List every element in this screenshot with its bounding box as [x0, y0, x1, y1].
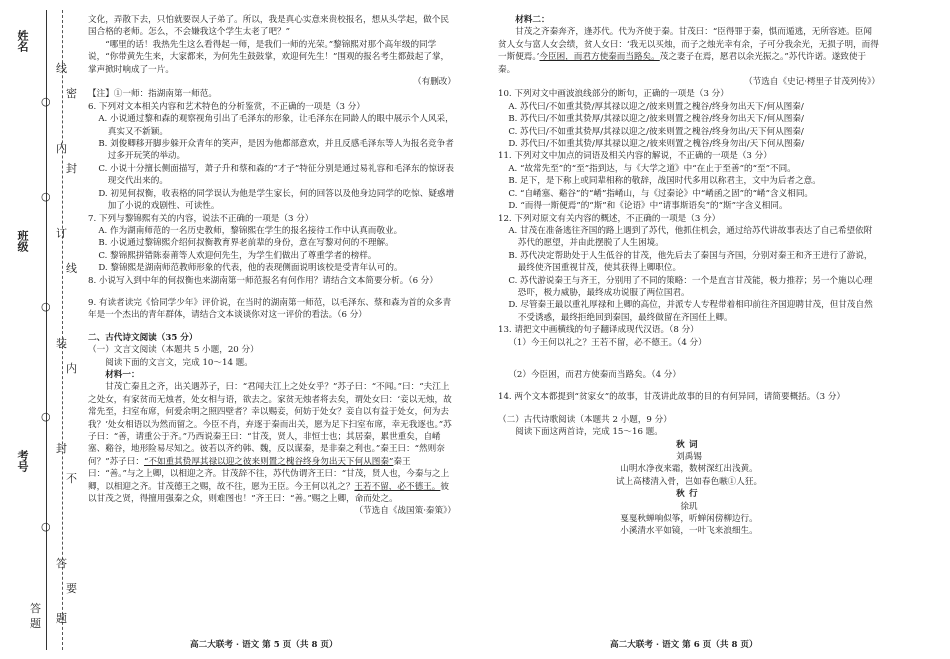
binding-mark: 题 [30, 617, 41, 630]
poem-line: 小溪清水平如镜，一叶飞来浪细生。 [620, 526, 758, 537]
option-11d: D. “而得一斯便焉”的“斯”和《论语》中“请事斯语矣”的“斯”字含义相同。 [508, 201, 788, 212]
question-6: 6. 下列对文本相关内容和艺术特色的分析鉴赏，不正确的一项是（3 分） [88, 101, 365, 112]
binding-mark: 密 [66, 87, 77, 100]
question-12: 12. 下列对原文有关内容的概述，不正确的一项是（3 分） [498, 213, 721, 224]
binding-mark: 线 [66, 262, 77, 275]
classical-text: 甘茂之齐秦奔齐，逢苏代。代为齐使于秦。甘茂曰：“臣得罪于秦，惧而遁逃，无所容迹。臣闻贫人女与富人女会绩，贫人女曰：‘我无以买烛，而子之烛光幸有余，子可分我余光，无损子明，而得一斯便焉。’今臣困，而君方使秦而当路矣。茂之妻子在焉，愿君以余光振之。”苏代许诺。遂致使于秦。 [498, 27, 879, 75]
binding-mark: 订 [56, 227, 67, 240]
binding-mark: 装 [56, 337, 67, 350]
option-7c: C. 黎锦熙拼错陈泰莆等人欢迎何先生，为学生们做出了尊重学者的榜样。 [98, 250, 377, 261]
instruction: 阅读下面的文言文，完成 10～14 题。 [105, 357, 253, 368]
binding-mark: 要 [66, 582, 77, 595]
option-6c: C. 小说十分擅长侧面描写，萧子升和蔡和森的“才子”特征分别是通过易礼容和毛泽东的惊讶表现交代出来的。 [98, 163, 454, 187]
classical-text: 甘茂亡秦且之齐，出关遇苏子，曰：“君闻夫江上之处女乎？”苏子曰：“不闻。”曰：“夫江上之处女，有家贫而无烛者，处女相与语，欲去之。家贫无烛者将去矣，谓处女曰：‘妾以无烛，故常先至，扫室布席，何爱余明之照四壁者？幸以赐妾，何妨于处女？妾自以有益于处女，何为去我？’处女相语以为然而留之。今臣不肖，弃逐于秦而出关，愿为足下扫室布席，幸无我逐也。”苏子曰：“善，请重公于齐。”乃西说秦王曰：“甘茂，贤人，非恒士也；其居秦，累世重矣，自崤塞、谿谷，地形险易尽知之。彼若以齐约韩、魏，反以谋秦，是非秦之利也。”秦王曰：“然则奈何？”苏子曰：“不如重其贽厚其禄以迎之彼来则置之槐谷终身勿出天下何从图秦”秦王曰：“善。”与之上卿，以相迎之齐。甘茂辞不往，苏代伪谓齐王曰：“甘茂，贤人也，今秦与之上卿，以相迎之齐。甘茂德王之赐，故不往，愿为王臣。今王何以礼之？王若不留，必不德王。彼以甘茂之贤，得擅用强秦之众，则难图也！”齐王曰：“善。”赐之上卿，命而处之。 [88, 382, 452, 505]
option-7a: A. 作为湖南师范的一名历史教师，黎锦熙在学生的报名接待工作中认真而敬业。 [98, 225, 403, 236]
binding-circle: ○ [41, 95, 51, 108]
binding-circle: ○ [41, 190, 51, 203]
question-10: 10. 下列对文中画波浪线部分的断句，正确的一项是（3 分） [498, 89, 729, 100]
material-label: 材料二： [515, 15, 550, 25]
question-7: 7. 下列与黎锦熙有关的内容，说法不正确的一项是（3 分） [88, 213, 314, 224]
question-13-1: （1）今王何以礼之？王若不留，必不德王。（4 分） [508, 337, 707, 348]
binding-circle: ○ [41, 520, 51, 533]
binding-mark: 答 [30, 602, 41, 615]
poem-title: 秋行 [676, 489, 702, 500]
page-6-column [498, 14, 880, 538]
binding-mark: 内 [66, 362, 77, 375]
binding-mark: 答 [56, 557, 67, 570]
option-10d: D. 苏代曰/不如重其贽/厚其禄以迎之/彼来则置之槐谷/终身勿出/天下何从图秦/ [508, 139, 805, 150]
binding-mark: 题 [56, 612, 67, 625]
poem-line: 戛戛秋蝉响似筝，听蝉闲傍柳边行。 [620, 514, 758, 525]
subsection-heading: （一）文言文阅读（本题共 5 小题，20 分） [88, 345, 259, 356]
wavy-underlined-text: “不如重其贽厚其禄以迎之彼来则置之槐谷终身勿出天下何从图秦” [143, 456, 394, 467]
footnote: 【注】①一师：指湖南第一师范。 [88, 89, 217, 100]
section-heading: 二、古代诗文阅读（35 分） [88, 332, 198, 343]
option-10b: B. 苏代曰/不如重其贽厚/其禄以迎之/彼来则置之槐谷/终身勿出天下/何从图秦/ [508, 114, 804, 125]
poem-author: 刘禹锡 [676, 452, 702, 462]
option-7d: D. 黎锦熙是湖南师范教师形象的代表，他的表现侧面说明该校是受青年认可的。 [98, 263, 403, 274]
binding-mark: 封 [66, 162, 77, 175]
question-13-2: （2）今臣困，而君方使秦而当路矣。（4 分） [508, 369, 681, 380]
binding-circle: ○ [41, 300, 51, 313]
binding-margin [0, 0, 80, 659]
source-note: （节选自《战国策·秦策》） [354, 506, 456, 517]
option-6a: A. 小说通过黎和森的观察视角引出了毛泽东的形象，让毛泽东在同龄人的眼中展示个人风采，真实又不新颖。 [98, 114, 454, 137]
question-8: 8. 小说写入到中年的何叔衡也来湖南第一师范报名有何作用？请结合文本简要分析。（6 分） [88, 275, 438, 286]
poem-line: 山明水净夜来霜，数树深红出浅黄。 [620, 464, 758, 475]
underlined-text: 今臣困，而君方使秦而当路矣。 [539, 52, 660, 63]
source-note: （有删改） [413, 77, 456, 88]
binding-mark: 封 [56, 442, 67, 455]
subsection-heading: （二）古代诗歌阅读（本题共 2 小题，9 分） [498, 414, 672, 425]
option-12d: D. 尽管秦王最以重礼厚禄和上卿的高位，并派专人专程带着相印前往齐国迎聘甘茂，但甘茂自然不受诱惑，最终拒绝回到秦国，最终做留在齐国任上卿。 [508, 300, 873, 323]
binding-circle: ○ [41, 410, 51, 423]
page-footer-right: 高二大联考 · 语文 第 6 页（共 8 页） [610, 640, 758, 650]
option-11a: A. “故常先至”的“至”指到达，与《大学之道》中“在止于至善”的“至”不同。 [508, 163, 796, 174]
binding-dashed-line [62, 10, 63, 650]
option-11b: B. 足下，是下称上或同辈相称的敬辞，战国时代多用以称君主，文中为后者之意。 [508, 176, 821, 187]
passage-paragraph: 文化，弄散下去，只怕就要误人子弟了。所以，我是真心实意来贵校报名，想从头学起，做个民国合格的老师。怎么，不会嫌我这个学生太老了吧？” [88, 15, 449, 38]
page-5-column [88, 14, 456, 518]
question-11: 11. 下列对文中加点的词语及相关内容的解说，不正确的一项是（3 分） [498, 151, 772, 162]
question-13: 13. 请把文中画横线的句子翻译成现代汉语。（8 分） [498, 325, 699, 336]
poem-author: 徐玑 [680, 501, 698, 512]
option-10a: A. 苏代曰/不如重其贽/厚其禄以迎之/彼来则置之槐谷/终身勿出天下/何从图秦/ [508, 101, 804, 112]
passage-paragraph: “哪里的话！我热先生这么看得起一师，是我们一师的光荣。”黎锦熙对那个高年级的同学说，“你带黄先生来，大家都来，为何先生鼓鼓掌，欢迎何先生！”围观的报名考生都鼓起了掌，掌声掀时响成了一片。 [88, 39, 450, 75]
option-11c: C. “自崤塞、谿谷”的“崤”指崤山，与《过秦论》中“崤函之固”的“崤”含义相同。 [508, 188, 814, 199]
binding-label-name: 姓名 [16, 30, 29, 52]
binding-mark: 不 [66, 472, 77, 485]
option-12b: B. 苏代决定帮助处于人生低谷的甘茂，他先后去了秦国与齐国，分别对秦王和齐王进行了游说，最终使齐国重视甘茂，使其获得上卿职位。 [508, 250, 873, 274]
option-6b: B. 刘俊卿移开脚步躲开众青年的笑声，是因为他都部意欢，并且反感毛泽东等人为报名竞争者过多开玩笑的举动。 [98, 139, 454, 162]
poem-title: 秋词 [676, 439, 702, 450]
underlined-text: 王若不留，必不德王。 [354, 481, 441, 492]
option-10c: C. 苏代曰/不如重其贽厚/其禄以迎之/彼来则置之槐谷/终身勿出/天下何从图秦/ [508, 126, 804, 137]
material-label: 材料一： [105, 369, 140, 380]
option-12a: A. 甘茂在准备逃往齐国的路上遇到了苏代，他抓住机会，通过给苏代讲故事表达了自己希望依附苏代的愿望，并由此摆脱了人生困境。 [508, 225, 873, 249]
page-footer-left: 高二大联考 · 语文 第 5 页（共 8 页） [190, 640, 338, 650]
question-9: 9. 有读者读完《恰同学少年》评价说，在当时的湖南第一师范，以毛泽东、蔡和森为首的众多青年是一个杰出的青年群体，请结合文本谈谈你对这一评价的看法。（6 分） [88, 297, 452, 321]
binding-label-number: 考号 [16, 450, 29, 472]
option-6d: D. 初见何叔衡，收表格的同学误认为他是学生家长，何的回答以及他身边同学的吃惊、疑惑增加了小说的戏剧性、可读性。 [98, 188, 455, 212]
option-12c: C. 苏代游说秦王与齐王，分别用了不同的策略：一个是直言甘茂能，极力推荐；另一个施以心理恐吓，极力威胁，最终成功说服了两位国君。 [508, 275, 873, 298]
instruction: 阅读下面这两首诗，完成 15～16 题。 [515, 427, 663, 438]
binding-label-class: 班级 [16, 230, 29, 252]
question-14: 14. 两个文本都提到“贫家女”的故事，甘茂讲此故事的目的有何异同，请简要概括。（3 分） [498, 392, 846, 403]
option-7b: B. 小说通过黎锦熙介绍何叔衡教育界老前辈的身份，意在写黎对何的不理解。 [98, 238, 394, 249]
binding-mark: 线 [56, 62, 67, 75]
source-note: （节选自《史记·樗里子甘茂列传》） [744, 77, 880, 88]
poem-line: 试上高楼清入骨，岂如春色嗾①人狂。 [615, 476, 763, 487]
binding-mark: 内 [56, 142, 67, 155]
